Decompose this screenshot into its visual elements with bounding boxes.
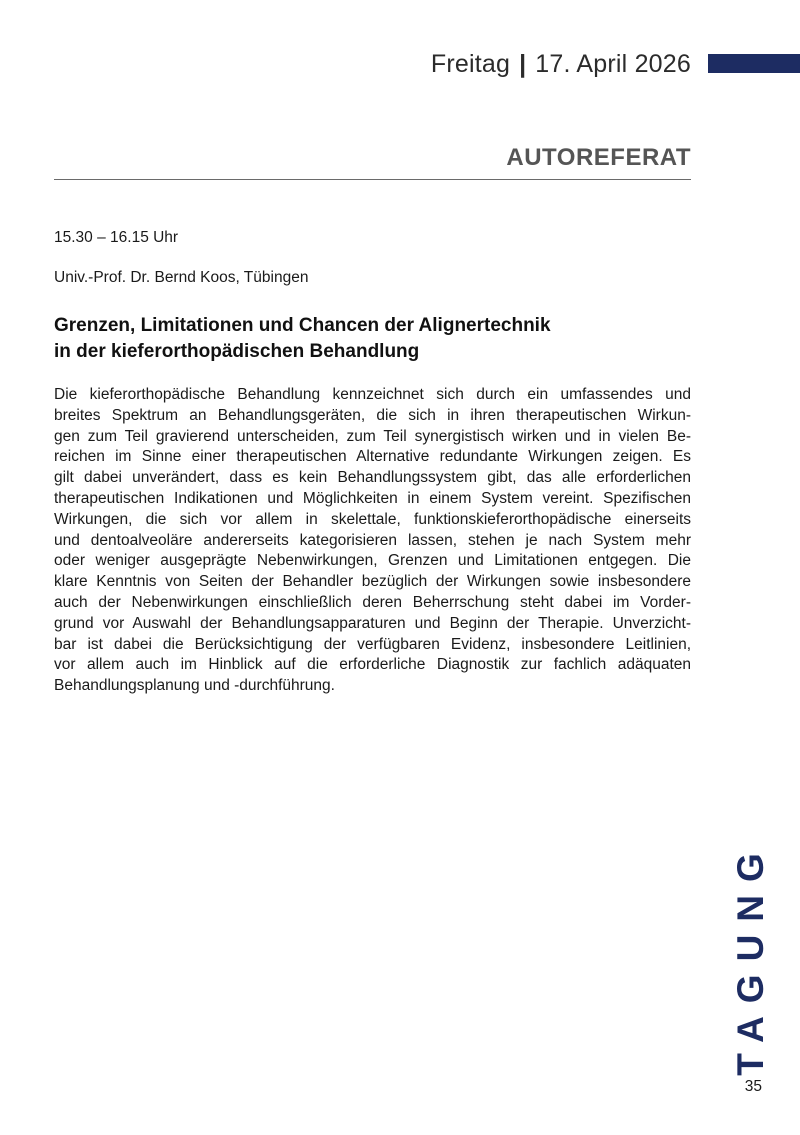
body-line: Behandlungsplanung und -durchführung.	[54, 677, 335, 695]
body-line: klare Kenntnis von Seiten der Behandler bezüglich der Wirkungen sowie insbesondere	[54, 573, 691, 591]
article-title-line: Grenzen, Limitationen und Chancen der Alignertechnik	[54, 315, 551, 336]
sidebar-label-text: TAGUNG	[730, 840, 772, 1076]
article-title	[54, 313, 691, 365]
body-line: Die kieferorthopädische Behandlung kennzeichnet sich durch ein umfassendes und	[54, 386, 691, 403]
body-line: breites Spektrum an Behandlungsgeräten, die sich in ihren therapeutischen Wirkun-	[54, 406, 691, 424]
session-speaker: Univ.-Prof. Dr. Bernd Koos, Tübingen	[54, 269, 309, 286]
sidebar-label	[728, 840, 774, 1076]
body-line: therapeutischen Indikationen und Möglichkeiten in einem System vereint. Spezifischen	[54, 489, 691, 507]
body-line: oder weniger ausgeprägte Nebenwirkungen, Grenzen und Limitationen entgegen. Die	[54, 552, 691, 570]
session-time: 15.30 – 16.15 Uhr	[54, 229, 179, 246]
header-day: Freitag	[430, 50, 511, 78]
section-label: AUTOREFERAT	[506, 144, 691, 171]
body-line: Wirkungen, die sich vor allem in skelettale, funktionskieferorthopädische einerseits	[54, 510, 691, 528]
body-line: grund vor Auswahl der Behandlungsapparaturen und Beginn der Therapie. Unverzicht-	[54, 614, 691, 632]
section-divider	[54, 179, 691, 180]
body-line: gilt dabei unverändert, dass es kein Behandlungssystem gibt, das alle erforderlichen	[54, 469, 691, 487]
body-line: bar ist dabei die Berücksichtigung der verfügbaren Evidenz, insbesondere Leitlinien,	[54, 635, 691, 653]
body-line: reichen im Sinne einer therapeutischen Alternative redundante Wirkungen zeigen. Es	[54, 448, 691, 466]
body-line: vor allem auch im Hinblick auf die erforderliche Diagnostik zur fachlich adäquaten	[54, 656, 691, 674]
header-separator: |	[519, 50, 527, 78]
article-title-line: in der kieferorthopädischen Behandlung	[54, 341, 420, 362]
body-line: auch der Nebenwirkungen einschließlich deren Beherrschung steht dabei im Vorder-	[54, 593, 691, 611]
header-date	[431, 46, 691, 82]
article-body	[54, 385, 691, 697]
body-line: gen zum Teil gravierend unterscheiden, zum Teil synergistisch wirken und in vielen Be-	[54, 427, 691, 445]
body-line: und dentoalveoläre andererseits kategorisieren lassen, stehen je nach System mehr	[54, 531, 691, 549]
page-number: 35	[744, 1078, 762, 1095]
header-date-text: 17. April 2026	[535, 50, 691, 78]
header-accent-bar	[708, 54, 800, 73]
